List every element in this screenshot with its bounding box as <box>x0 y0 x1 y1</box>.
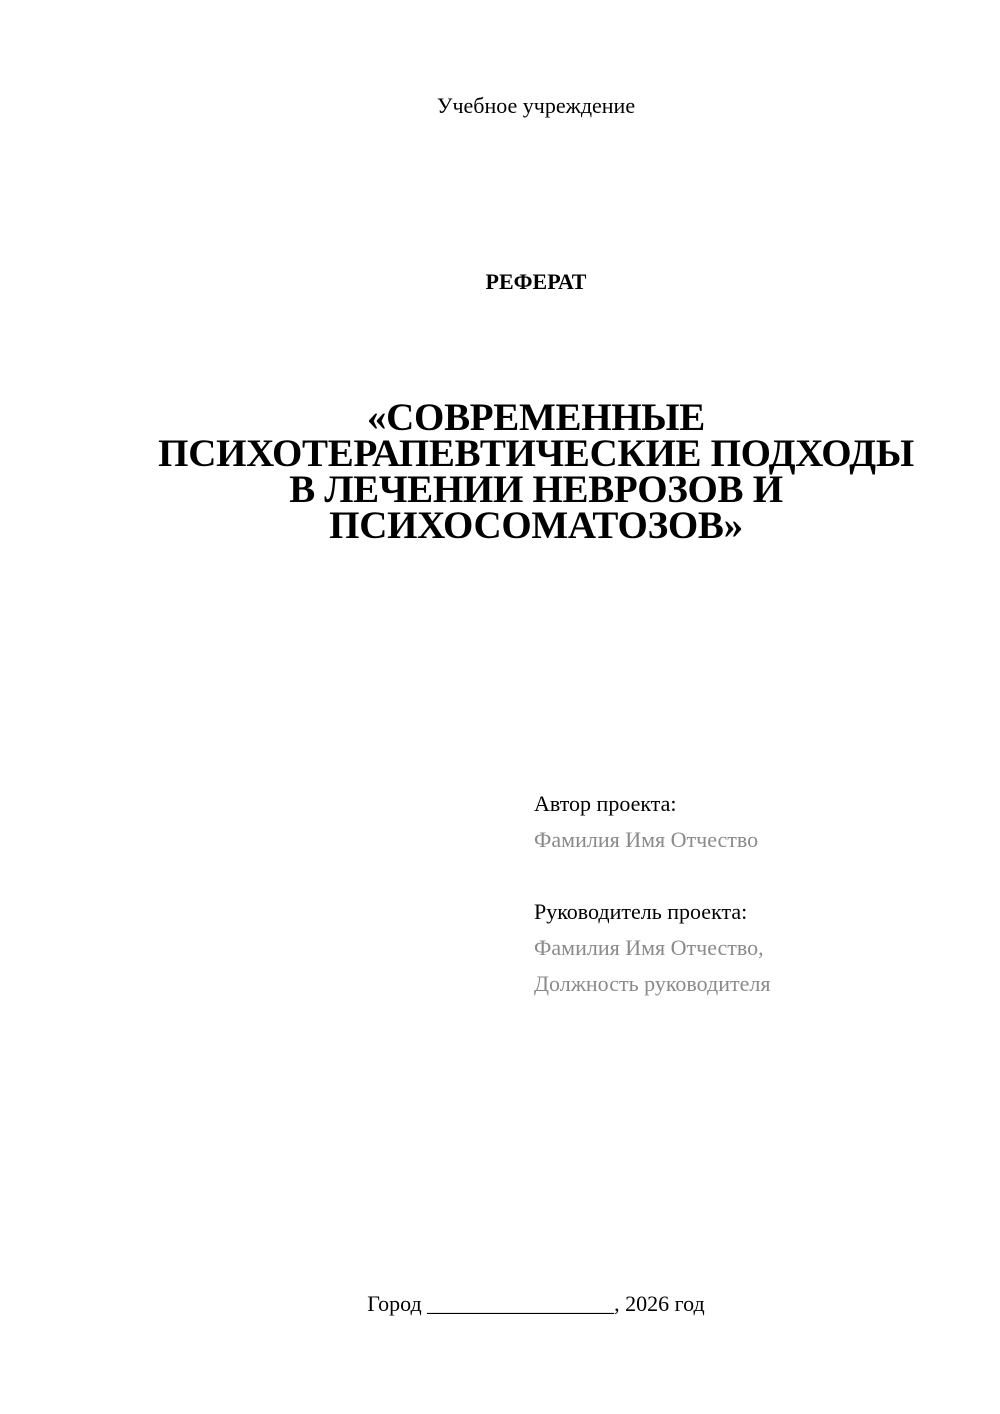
supervisor-block <box>534 894 974 1002</box>
city-year-line: Город _________________, 2026 год <box>367 1291 705 1316</box>
title-line: «СОВРЕМЕННЫЕ <box>366 396 706 439</box>
title-line: ПСИХОТЕРАПЕВТИЧЕСКИЕ ПОДХОДЫ <box>158 432 914 475</box>
institution-name: Учебное учреждение <box>436 93 636 118</box>
author-name: Фамилия Имя Отчество <box>534 827 759 852</box>
title-line: В ЛЕЧЕНИИ НЕВРОЗОВ И <box>289 468 783 511</box>
supervisor-label: Руководитель проекта: <box>534 899 748 924</box>
supervisor-position: Должность руководителя <box>534 971 771 996</box>
supervisor-name: Фамилия Имя Отчество, <box>534 935 764 960</box>
author-block <box>534 786 974 858</box>
document-type: РЕФЕРАТ <box>485 269 587 294</box>
document-title <box>120 396 952 547</box>
author-label: Автор проекта: <box>534 791 677 816</box>
title-line: ПСИХОСОМАТОЗОВ» <box>329 504 743 547</box>
